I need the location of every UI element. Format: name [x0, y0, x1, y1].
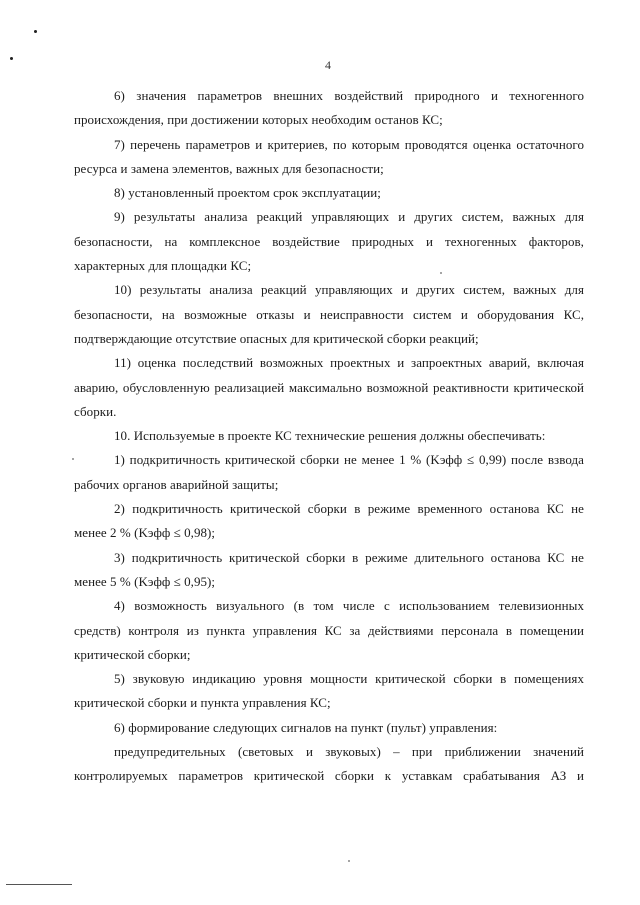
- paragraph: предупредительных (световых и звуковых) – при приближении значений контролируемых параметров критической сборки к уставкам срабатывания АЗ и: [74, 744, 584, 784]
- paragraph: 10) результаты анализа реакций управляющих и других систем, важных для безопасности, на возможные отказы и неисправности систем и оборудования КС, подтверждающие отсутствие опасных для критической сборки реакций;: [74, 282, 584, 346]
- footnote-rule: [6, 884, 72, 885]
- paragraph: 6) значения параметров внешних воздействий природного и техногенного происхождения, при достижении которых необходим останов КС;: [74, 88, 584, 128]
- paragraph: 10. Используемые в проекте КС технические решения должны обеспечивать:: [114, 428, 546, 444]
- paragraph: 9) результаты анализа реакций управляющих и других систем, важных для безопасности, на комплексное воздействие природных и техногенных факторов, характерных для площадки КС;: [74, 209, 584, 274]
- paragraph: 5) звуковую индикацию уровня мощности критической сборки в помещениях критической сборки и пункта управления КС;: [74, 671, 584, 711]
- scan-speck: [348, 860, 350, 862]
- document-body: [74, 84, 584, 789]
- paragraph: 1) подкритичность критической сборки не менее 1 % (Kэфф ≤ 0,99) после взвода рабочих органов аварийной защиты;: [74, 452, 584, 492]
- paragraph: 3) подкритичность критической сборки в режиме длительного останова КС не менее 5 % (Kэфф ≤ 0,95);: [74, 549, 584, 589]
- paragraph: 8) установленный проектом срок эксплуатации;: [114, 185, 381, 201]
- paragraph: 6) формирование следующих сигналов на пункт (пульт) управления:: [114, 719, 498, 735]
- scan-speck: [34, 30, 37, 33]
- paragraph: 7) перечень параметров и критериев, по которым проводятся оценка остаточного ресурса и замена элементов, важных для безопасности;: [74, 136, 584, 176]
- paragraph: 2) подкритичность критической сборки в режиме временного останова КС не менее 2 % (Kэфф ≤ 0,98);: [74, 501, 584, 541]
- paragraph: 4) возможность визуального (в том числе с использованием телевизионных средств) контроля из пункта управления КС за действиями персонала в помещении критической сборки;: [74, 598, 584, 662]
- paragraph: 11) оценка последствий возможных проектных и запроектных аварий, включая аварию, обусловленную реализацией максимально возможной реактивности критической сборки.: [74, 355, 584, 419]
- page-number: 4: [325, 58, 331, 72]
